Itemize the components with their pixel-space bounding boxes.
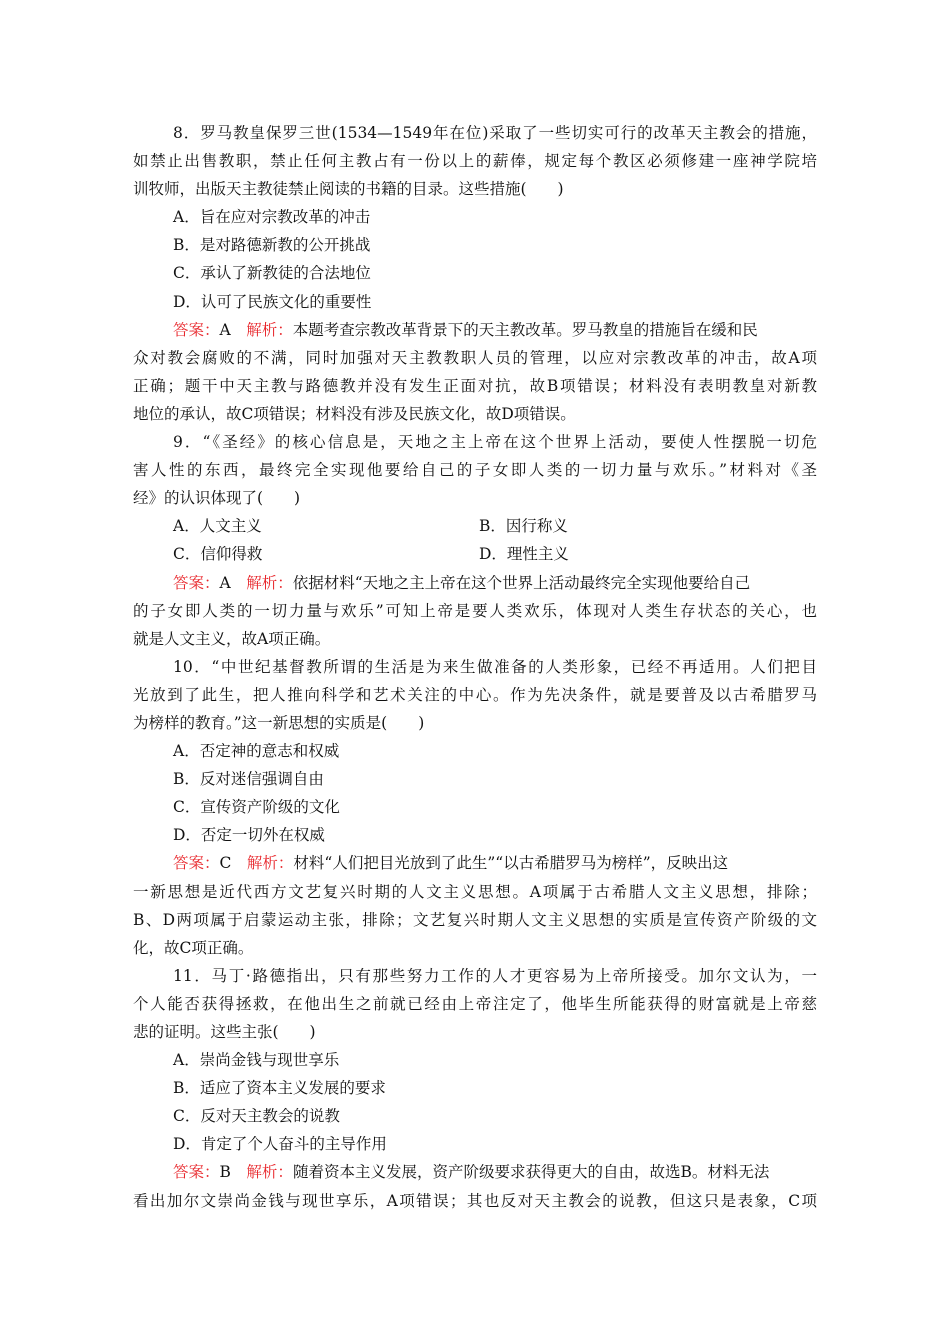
- question-10-option-d: D．否定一切外在权威: [173, 826, 325, 845]
- question-9-options-row: [133, 540, 817, 568]
- question-8-answer-line: [133, 316, 817, 344]
- analysis-text: 材料“人们把目光放到了此生”“以古希腊罗马为榜样”，反映出这: [293, 854, 729, 873]
- question-8-option-a: A．旨在应对宗教改革的冲击: [173, 208, 371, 227]
- question-8-stem-line: 8．罗马教皇保罗三世(1534—1549年在位)采取了一些切实可行的改革天主教会的措施，: [173, 124, 817, 142]
- question-9-analysis-line: 的子女即人类的一切力量与欢乐”可知上帝是要人类欢乐，体现对人类生存状态的关心，也: [133, 601, 817, 620]
- question-10-analysis-line: 一新思想是近代西方文艺复兴时期的人文主义思想。A项属于古希腊人文主义思想，排除；: [133, 882, 817, 901]
- question-9-analysis-line: 就是人文主义，故A项正确。: [133, 629, 331, 648]
- question-9: [133, 428, 817, 653]
- question-10-answer-line: [133, 849, 817, 877]
- analysis-text: 随着资本主义发展，资产阶级要求获得更大的自由，故选B。材料无法: [292, 1163, 770, 1182]
- question-9-options-row: [133, 512, 817, 540]
- question-8-analysis-line: 众对教会腐败的不满，同时加强对天主教教职人员的管理，以应对宗教改革的冲击，故A项: [133, 348, 817, 367]
- question-11-stem-line: 11．马丁·路德指出，只有那些努力工作的人才更容易为上帝所接受。加尔文认为，一: [173, 966, 817, 985]
- question-9-option-b: B．因行称义: [479, 517, 568, 536]
- analysis-text: 依据材料“天地之主上帝在这个世界上活动最终完全实现他要给自己: [292, 573, 751, 592]
- question-9-option-c: C．信仰得救: [173, 545, 263, 564]
- analysis-label: 解析：: [246, 320, 293, 339]
- answer-label: 答案：: [173, 1163, 220, 1182]
- answer-value: A: [219, 573, 231, 592]
- answer-label: 答案：: [173, 573, 220, 592]
- answer-label: 答案：: [173, 320, 220, 339]
- question-10: [133, 653, 817, 962]
- question-11-option-a: A．崇尚金钱与现世享乐: [173, 1051, 340, 1070]
- question-8-option-c: C．承认了新教徒的合法地位: [173, 264, 371, 283]
- question-9-option-a: A．人文主义: [173, 517, 262, 536]
- analysis-label: 解析：: [246, 573, 293, 592]
- question-11-analysis-line: 看出加尔文崇尚金钱与现世享乐，A项错误；其也反对天主教会的说教，但这只是表象，C项: [133, 1191, 817, 1210]
- question-10-option-a: A．否定神的意志和权威: [173, 742, 340, 761]
- question-9-answer-line: [133, 569, 817, 597]
- question-10-stem-line: 光放到了此生，把人推向科学和艺术关注的中心。作为先决条件，就是要普及以古希腊罗马: [133, 685, 817, 704]
- question-9-stem-line: 经》的认识体现了( ): [133, 489, 301, 508]
- question-10-option-c: C．宣传资产阶级的文化: [173, 798, 340, 817]
- question-11-answer-line: [133, 1158, 817, 1186]
- question-9-option-d: D．理性主义: [479, 545, 569, 564]
- answer-label: 答案：: [173, 854, 220, 873]
- question-11-option-c: C．反对天主教会的说教: [173, 1107, 340, 1126]
- question-11-stem-line: 个人能否获得拯救，在他出生之前就已经由上帝注定了，他毕生所能获得的财富就是上帝慈: [133, 994, 817, 1013]
- analysis-label: 解析：: [246, 1163, 293, 1182]
- question-11-option-d: D．肯定了个人奋斗的主导作用: [173, 1135, 387, 1154]
- question-8-option-b: B．是对路德新教的公开挑战: [173, 236, 371, 255]
- question-8-stem-line: 训牧师，出版天主教徒禁止阅读的书籍的目录。这些措施( ): [133, 180, 564, 199]
- question-8-option-d: D．认可了民族文化的重要性: [173, 292, 372, 311]
- analysis-label: 解析：: [246, 854, 294, 873]
- analysis-text: 本题考查宗教改革背景下的天主教改革。罗马教皇的措施旨在缓和民: [292, 320, 758, 339]
- question-11-option-b: B．适应了资本主义发展的要求: [173, 1079, 386, 1098]
- document-body: [133, 119, 817, 1215]
- answer-value: C: [219, 854, 232, 873]
- question-10-analysis-line: 化，故C项正确。: [133, 938, 254, 957]
- question-10-analysis-line: B、D两项属于启蒙运动主张，排除；文艺复兴时期人文主义思想的实质是宣传资产阶级的文: [133, 910, 817, 929]
- answer-value: A: [219, 320, 231, 339]
- question-8: [133, 119, 817, 428]
- question-10-stem-line: 10．“中世纪基督教所谓的生活是为来生做准备的人类形象，已经不再适用。人们把目: [173, 657, 817, 676]
- question-11: [133, 962, 817, 1215]
- question-8-analysis-line: 正确；题干中天主教与路德教并没有发生正面对抗，故B项错误；材料没有表明教皇对新教: [133, 376, 817, 395]
- question-11-stem-line: 悲的证明。这些主张( ): [133, 1023, 316, 1041]
- question-8-stem-line: 如禁止出售教职，禁止任何主教占有一份以上的薪俸，规定每个教区必须修建一座神学院培: [133, 152, 817, 171]
- question-8-analysis-line: 地位的承认，故C项错误；材料没有涉及民族文化，故D项错误。: [133, 404, 576, 423]
- question-9-stem-line: 害人性的东西，最终完全实现他要给自己的子女即人类的一切力量与欢乐。”材料对《圣: [133, 461, 817, 480]
- question-9-stem-line: 9．“《圣经》的核心信息是，天地之主上帝在这个世界上活动，要使人性摆脱一切危: [173, 433, 817, 452]
- question-10-stem-line: 为榜样的教育。”这一新思想的实质是( ): [133, 713, 425, 732]
- question-10-option-b: B．反对迷信强调自由: [173, 770, 324, 789]
- answer-value: B: [219, 1163, 231, 1182]
